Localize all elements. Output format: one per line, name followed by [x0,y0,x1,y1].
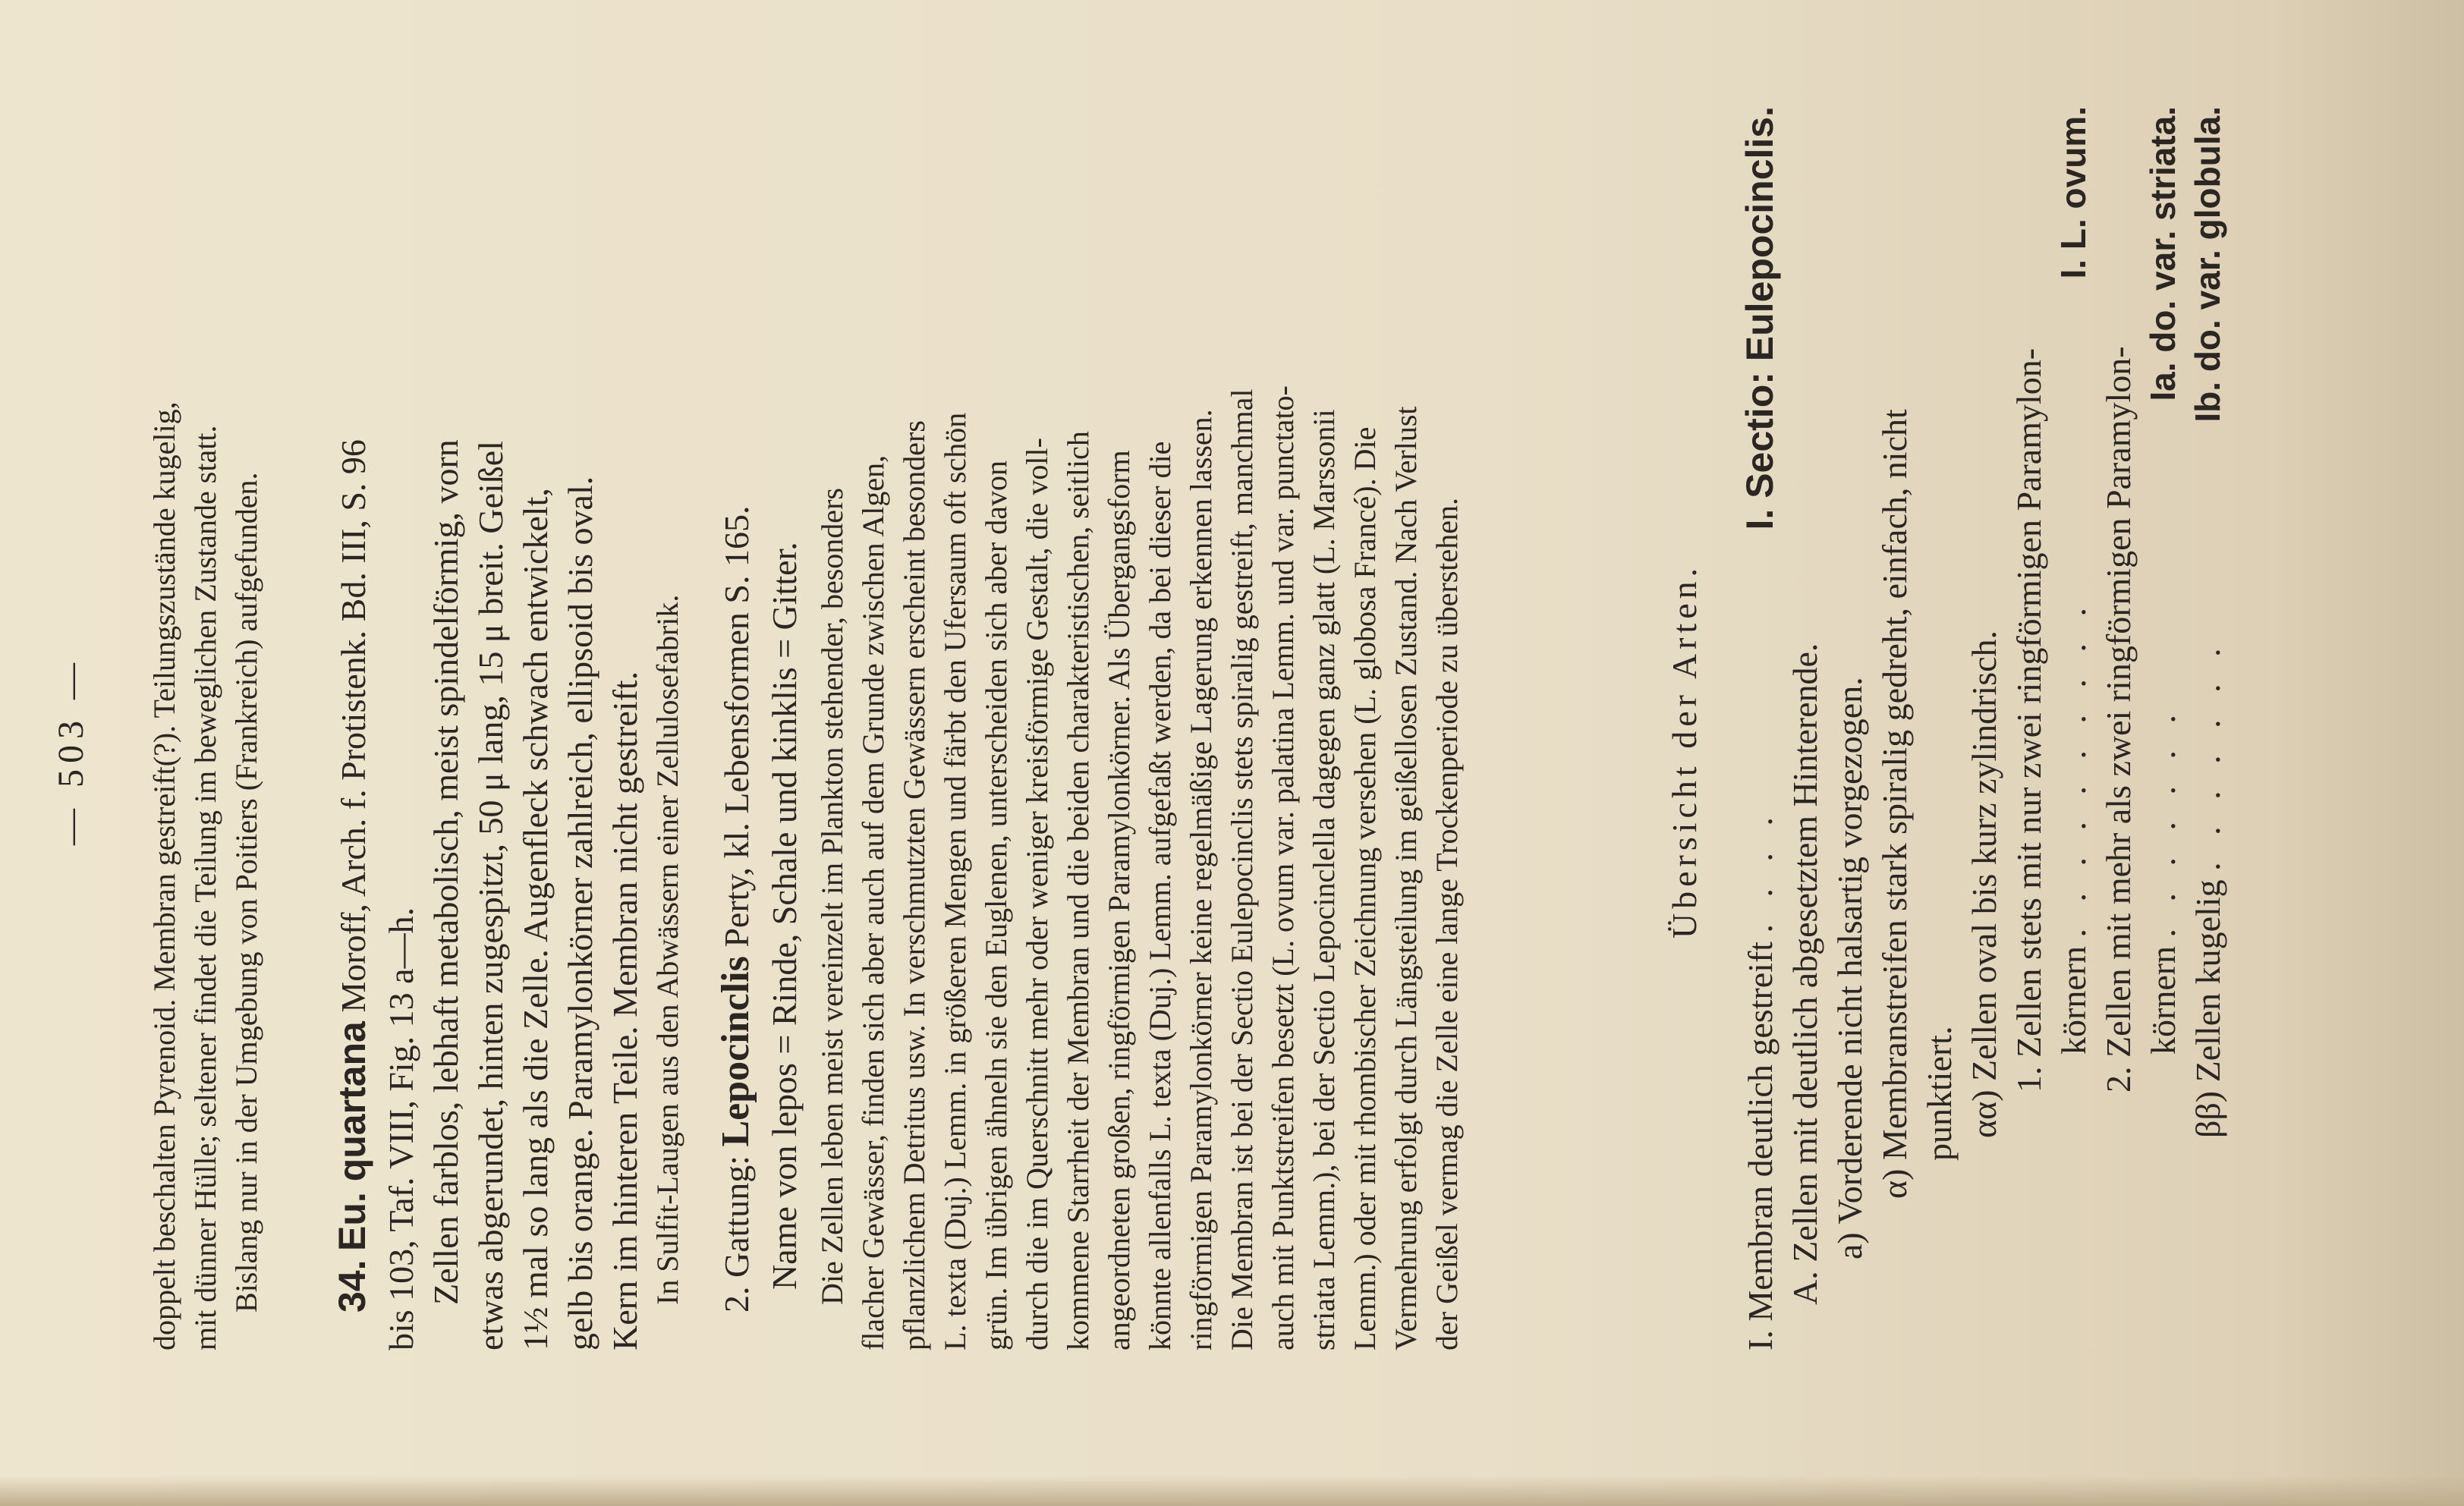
key-entry-result: Ia. do. var. striata. [2143,106,2182,401]
text-line: 1½ mal so lang als die Zelle. Augenfleck schwach entwickelt, [516,488,555,1350]
key-entry-text: 2. Zellen mit mehr als zwei ringförmigen Paramylon- [2099,346,2138,1093]
key-entry [2006,106,2051,1350]
species-key [1738,106,2230,1350]
rotated-page [30,30,2413,1472]
species-34-continuation [144,106,267,1350]
species-34-heading-line [330,106,379,1350]
key-entry [1738,106,1783,1350]
key-entry [1962,106,2006,1350]
text-line: auch mit Punktstreifen besetzt (L. ovum var. palatina Lemm. und var. punctato- [1266,385,1300,1350]
key-heading: Übersicht der Arten. [1665,563,1704,939]
text-line: Die Zellen leben meist vereinzelt im Plankton stehender, besonders [815,488,849,1305]
key-entry-dots: . . . . . . . [2144,705,2182,938]
text-line: etwas abgerundet, hinten zugespitzt, 50 μ lang, 15 μ breit. Geißel [471,441,510,1350]
key-entry-dots: . . . . [1741,807,1780,933]
text-line: durch die im Querschnitt mehr oder weniger kreisförmige Gestalt, die voll- [1020,438,1054,1350]
page-edge-shadow [0,1476,2464,1506]
genus-name: Lepocinclis [714,956,757,1147]
key-entry-result: Ib. do. var. globula. [2188,106,2227,423]
text-line: flacher Gewässer, finden sich aber auch auf dem Grunde zwischen Algen, [856,454,890,1350]
key-entry [1917,106,1962,1350]
genus-prefix: 2. Gattung: [717,1155,756,1313]
text-line: striata Lemm.), bei der Sectio Lepocinclella dagegen ganz glatt (L. Marssonii [1307,409,1341,1350]
key-entry [1783,106,1827,1350]
key-entry [1827,106,1872,1350]
key-entry-dots: . . . . . . . . . . [2054,598,2093,938]
key-entry-result: I. L. ovum. [2053,106,2093,279]
species-name: Eu. quartana [331,1021,373,1251]
key-entry-text: ββ) Zellen kugelig [2189,879,2227,1138]
key-entry-text: I. Membran deutlich gestreift [1741,941,1780,1350]
page-number: — 503 — [51,657,91,845]
text-line: mit dünner Hülle; seltener findet die Teilung im beweglichen Zustande statt. [188,425,222,1350]
text-line: In Sulfit-Laugen aus den Abwässern einer Zellulosefabrik. [650,594,684,1305]
text-line: gelb bis orange. Paramylonkörner zahlreich, ellipsoid bis oval. [561,476,599,1350]
text-line: kommene Starrheit der Membran und die beiden charakteristischen, seitlich [1061,431,1095,1350]
text-line: ringförmigen Paramylonkörner keine regelmäßige Lagerung erkennen lassen. [1184,409,1218,1350]
text-line: Vermehrung erfolgt durch Längsteilung im geißellosen Zustand. Nach Verlust [1389,406,1423,1350]
text-line: der Geißel vermag die Zelle eine lange Trockenperiode zu überstehen. [1430,497,1464,1350]
species-reference: Moroff, Arch. f. Protistenk. Bd. III, S. 96 [334,439,373,1013]
key-entry [2186,106,2230,1350]
key-entry-text: α) Membranstreifen stark spiralig gedreht, einfach, nicht [1875,409,1914,1199]
key-entry [2141,106,2186,1350]
key-entry-text: a) Vorderende nicht halsartig vorgezogen. [1830,677,1869,1259]
text-line: angeordneten großen, ringförmigen Paramylonkörner. Als Übergangsform [1102,450,1136,1350]
text-line: pflanzlichem Detritus usw. In verschmutzten Gewässern erscheint besonders [897,420,931,1350]
genus-heading-line [713,106,762,1350]
key-entry [2096,106,2141,1350]
genus-etymology: Name von lepos = Rinde, Schale und kinklis = Gitter. [765,542,804,1290]
key-entry-text: körnern [2144,945,2182,1055]
text-line: Bislang nur in der Umgebung von Poitiers (Frankreich) aufgefunden. [229,472,263,1313]
text-line: L. texta (Duj.) Lemm. in größeren Mengen und färbt den Ufersaum oft schön [938,412,972,1350]
genus-lepocinclis [713,106,807,1350]
text-line: doppelt beschalten Pyrenoid. Membran gestreift(?). Teilungszustände kugelig, [147,401,181,1350]
species-number: 34. [331,1259,373,1313]
text-line: grün. Im übrigen ähneln sie den Euglenen, unterscheiden sich aber davon [979,461,1013,1350]
text-line: Lemm.) oder mit rhombischer Zeichnung versehen (L. globosa Francé). Die [1348,426,1382,1350]
key-entry-text: punktiert. [1920,1026,1959,1161]
genus-description [812,106,1468,1350]
key-entry-dots: . . . . . . . [2189,639,2227,871]
key-entry-text: körnern [2054,945,2093,1055]
text-line: Die Membran ist bei der Sectio Eulepocinclis stets spiralig gestreift, manchmal [1225,388,1259,1350]
species-34-entry [330,106,692,1350]
text-line: Kern im hinteren Teile. Membran nicht gestreift. [606,671,644,1350]
key-entry [2051,106,2096,1350]
key-entry-text: A. Zellen mit deutlich abgesetztem Hinterende. [1786,643,1824,1305]
text-line: könnte allenfalls L. texta (Duj.) Lemm. aufgefaßt werden, da bei dieser die [1143,441,1177,1350]
key-entry [1872,106,1917,1350]
text-line: Zellen farblos, lebhaft metabolisch, meist spindelförmig, vorn [426,439,465,1305]
key-entry-text: αα) Zellen oval bis kurz zylindrisch. [1965,630,2003,1138]
key-entry-result: I. Sectio: Eulepocinclis. [1739,106,1781,530]
text-line: bis 103, Taf. VIII, Fig. 13 a—h. [382,907,420,1350]
key-entry-text: 1. Zellen stets mit nur zwei ringförmigen Paramylon- [2009,347,2048,1093]
genus-author-reference: Perty, kl. Lebensformen S. 165. [717,505,756,948]
